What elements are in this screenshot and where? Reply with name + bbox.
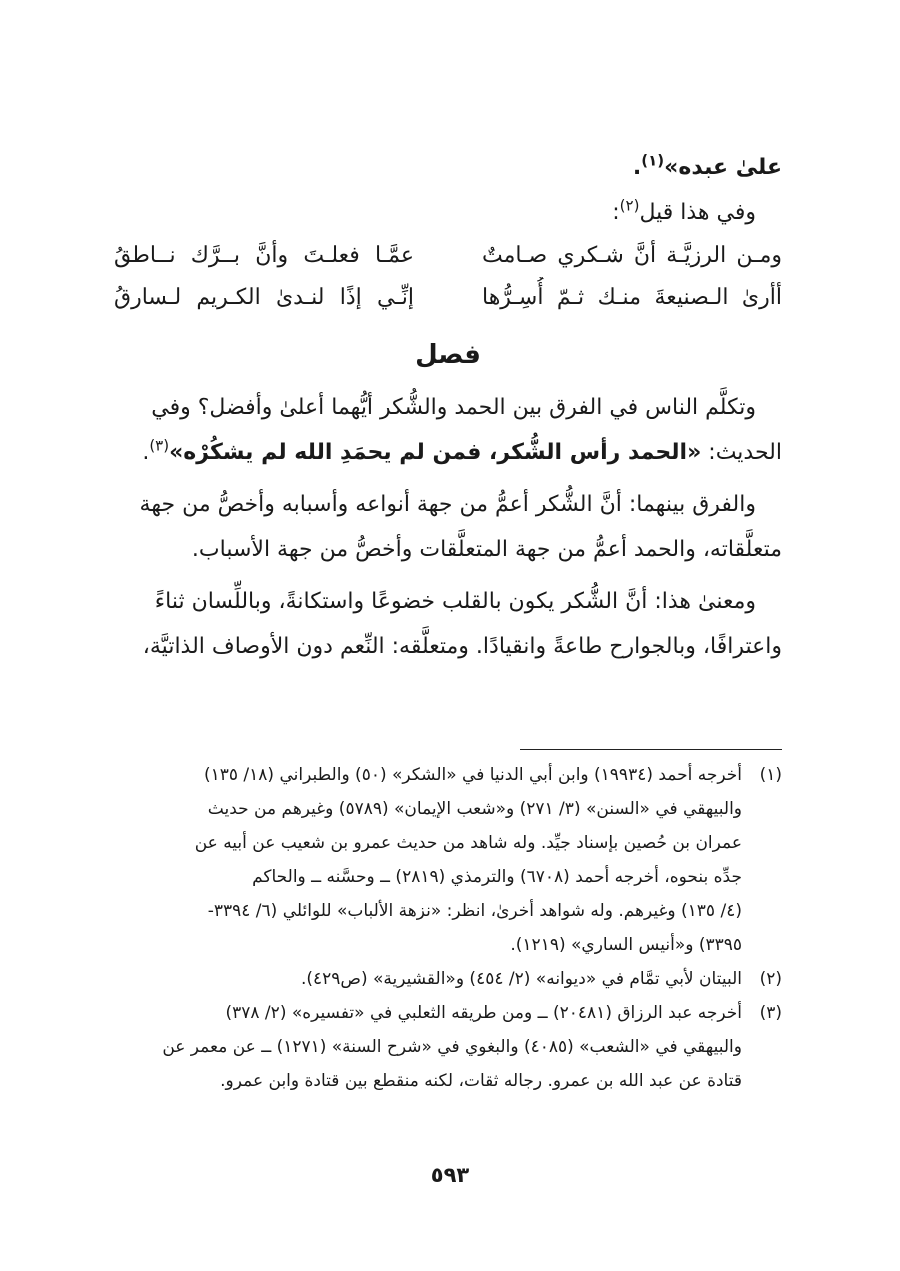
footnote-number: (٣): [759, 1003, 782, 1023]
paragraph-2-line-1: والفرق بينهما: أنَّ الشُّكر أعمُّ من جهة أنواعه وأسبابه وأخصُّ من جهة: [139, 492, 756, 517]
verse-2-first-hemistich: أأرىٰ الـصنيعةَ منـك ثـمّ أُسِـرُّها: [482, 285, 782, 310]
paragraph-2: [114, 482, 782, 572]
footnote-line: جدِّه بنحوه، أخرجه أحمد (٦٧٠٨) والترمذي (٢٨١٩) ــ وحسَّنه ــ والحاكم: [252, 867, 742, 887]
footnote-line: عمران بن حُصين بإسناد جيِّد. وله شاهد من حديث عمرو بن شعيب عن أبيه عن: [194, 833, 742, 853]
verse-intro-end: :: [612, 200, 620, 225]
verse-intro-text: وفي هذا قيل: [639, 200, 756, 225]
footnote-body: [114, 996, 742, 1098]
hadith-quote: «الحمد رأس الشُّكر، فمن لم يحمَدِ الله لم يشكُرْه»: [169, 440, 702, 465]
footnote-line: ٣٣٩٥) و«أنيس الساري» (١٢١٩).: [510, 935, 742, 955]
opening-end: .: [632, 155, 642, 180]
main-text: [114, 145, 782, 676]
verse-line-2: [114, 277, 782, 319]
verse-intro: [114, 190, 782, 235]
paragraph-1: [114, 385, 782, 475]
verse-line-1: [114, 235, 782, 277]
paragraph-2-line-2: متعلَّقاته، والحمد أعمُّ من جهة المتعلَّقات وأخصُّ من جهة الأسباب.: [191, 537, 782, 562]
footnote-line: والبيهقي في «السنن» (٣/ ٢٧١) و«شعب الإيمان» (٥٧٨٩) وغيرهم من حديث: [207, 799, 742, 819]
footnote-number: (٢): [759, 969, 782, 989]
section-title: فصل: [415, 340, 481, 370]
footnote-1: [114, 758, 782, 962]
footnote-body: [114, 962, 742, 996]
paragraph-1-line-2: [114, 430, 782, 475]
verse-1-first-hemistich: ومـن الرزيَّـة أنَّ شـكري صـامتٌ: [482, 243, 782, 268]
footnote-2: [114, 962, 782, 996]
footnote-line: البيتان لأبي تمَّام في «ديوانه» (٢/ ٤٥٤) و«القشيرية» (ص٤٢٩).: [300, 969, 742, 989]
verse-2-second-hemistich: إنِّـي إذًا لنـدىٰ الكـريم لـسارقُ: [114, 285, 414, 310]
hadith-lead: الحديث:: [701, 440, 782, 465]
footnote-3: [114, 996, 782, 1098]
footnote-line: أخرجه عبد الرزاق (٢٠٤٨١) ــ ومن طريقه الثعلبي في «تفسيره» (٢/ ٣٧٨): [225, 1003, 742, 1023]
opening-text: علىٰ عبده»: [664, 155, 782, 180]
hadith-end: .: [142, 440, 150, 465]
footnote-separator: [520, 749, 782, 750]
paragraph-3-line-1: ومعنىٰ هذا: أنَّ الشُّكر يكون بالقلب خضوعًا واستكانةً، وباللِّسان ثناءً: [154, 589, 756, 614]
footnote-line: أخرجه أحمد (١٩٩٣٤) وابن أبي الدنيا في «الشكر» (٥٠) والطبراني (١٨/ ١٣٥): [203, 765, 742, 785]
footnote-number: (١): [759, 765, 782, 785]
paragraph-3: [114, 579, 782, 669]
paragraph-1-line-1: وتكلَّم الناس في الفرق بين الحمد والشُّكر أيُّهما أعلىٰ وأفضل؟ وفي: [151, 395, 756, 420]
footnote-marker-2[interactable]: (٢): [619, 196, 640, 215]
footnote-body: [114, 758, 742, 962]
footnote-line: قتادة عن عبد الله بن عمرو. رجاله ثقات، لكنه منقطع بين قتادة وابن عمرو.: [220, 1071, 742, 1091]
verse-1-second-hemistich: عمَّـا فعلـتَ وأنَّ بــرَّك نــاطقُ: [114, 243, 414, 268]
footnote-line: (٤/ ١٣٥) وغيرهم. وله شواهد أخرىٰ، انظر: «نزهة الألباب» للوائلي (٦/ ٣٣٩٤-: [207, 901, 742, 921]
page-number: ٥٩٣: [430, 1163, 470, 1187]
opening-line: [114, 145, 782, 190]
footnote-marker-1[interactable]: (١): [641, 151, 665, 170]
footnote-line: والبيهقي في «الشعب» (٤٠٨٥) والبغوي في «شرح السنة» (١٢٧١) ــ عن معمر عن: [162, 1037, 742, 1057]
footnotes: [114, 758, 782, 1098]
footnote-marker-3[interactable]: (٣): [149, 436, 170, 455]
paragraph-3-line-2: واعترافًا، وبالجوارح طاعةً وانقيادًا. ومتعلَّقه: النِّعم دون الأوصاف الذاتيَّة،: [142, 634, 782, 659]
